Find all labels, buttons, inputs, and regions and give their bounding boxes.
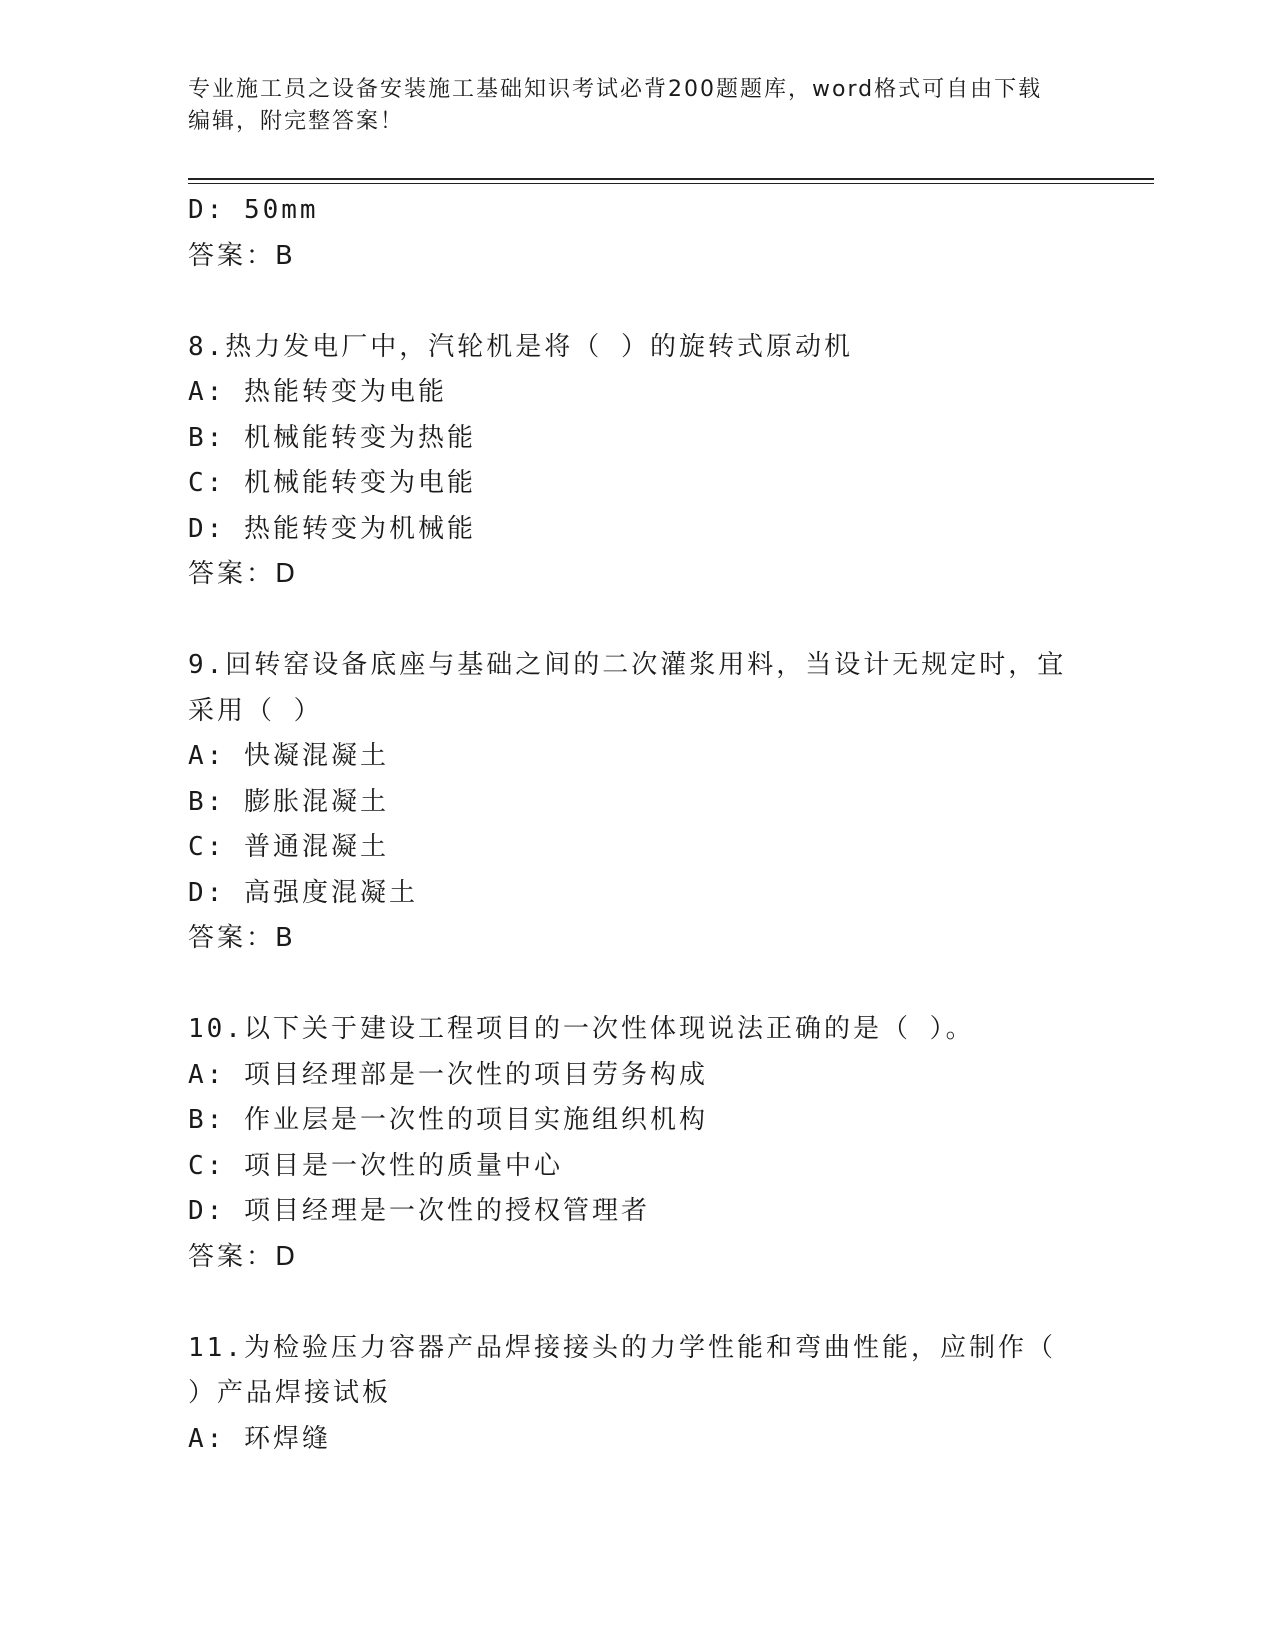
q8-option-a: A: 热能转变为电能: [188, 377, 447, 407]
document-header: [188, 74, 1088, 138]
header-divider-thin: [188, 183, 1154, 184]
q8-answer: 答案：D: [188, 559, 299, 589]
q9-option-a: A: 快凝混凝土: [188, 741, 389, 771]
question-list: [188, 188, 1068, 1462]
q7-answer: 答案：B: [188, 240, 296, 271]
q9-option-c: C: 普通混凝土: [188, 832, 389, 862]
q11-stem-line-1: 11.为检验压力容器产品焊接接头的力学性能和弯曲性能，应制作（: [188, 1332, 1056, 1363]
q10-option-a: A: 项目经理部是一次性的项目劳务构成: [188, 1059, 708, 1090]
spacer: [188, 962, 1068, 1008]
spacer: [188, 279, 1068, 325]
q9-answer: 答案：B: [188, 923, 296, 953]
q11-stem-line-2: ）产品焊接试板: [188, 1378, 392, 1408]
header-title-line-1: 专业施工员之设备安装施工基础知识考试必背200题题库，word格式可自由下载: [188, 77, 1043, 102]
q9-option-b: B: 膨胀混凝土: [188, 786, 389, 817]
q10-option-d: D: 项目经理是一次性的授权管理者: [188, 1196, 650, 1226]
header-title-line-2: 编辑，附完整答案！: [188, 109, 405, 134]
q10-answer: 答案：D: [188, 1241, 299, 1272]
q8-option-d: D: 热能转变为机械能: [188, 513, 476, 544]
header-divider: [188, 178, 1154, 180]
q8-option-b: B: 机械能转变为热能: [188, 422, 476, 453]
q10-stem: 10.以下关于建设工程项目的一次性体现说法正确的是（ ）。: [188, 1014, 975, 1044]
spacer: [188, 598, 1068, 644]
q7-option-d: D: 50mm: [188, 195, 319, 225]
q9-stem-line-1: 9.回转窑设备底座与基础之间的二次灌浆用料，当设计无规定时，宜: [188, 650, 1067, 680]
q8-stem: 8.热力发电厂中，汽轮机是将（ ）的旋转式原动机: [188, 331, 853, 362]
q10-option-b: B: 作业层是一次性的项目实施组织机构: [188, 1105, 708, 1135]
q10-option-c: C: 项目是一次性的质量中心: [188, 1150, 563, 1181]
q11-option-a: A: 环焊缝: [188, 1423, 331, 1454]
q8-option-c: C: 机械能转变为电能: [188, 468, 476, 498]
q9-stem-line-2: 采用（ ）: [188, 695, 323, 726]
q9-option-d: D: 高强度混凝土: [188, 877, 418, 908]
spacer: [188, 1280, 1068, 1326]
